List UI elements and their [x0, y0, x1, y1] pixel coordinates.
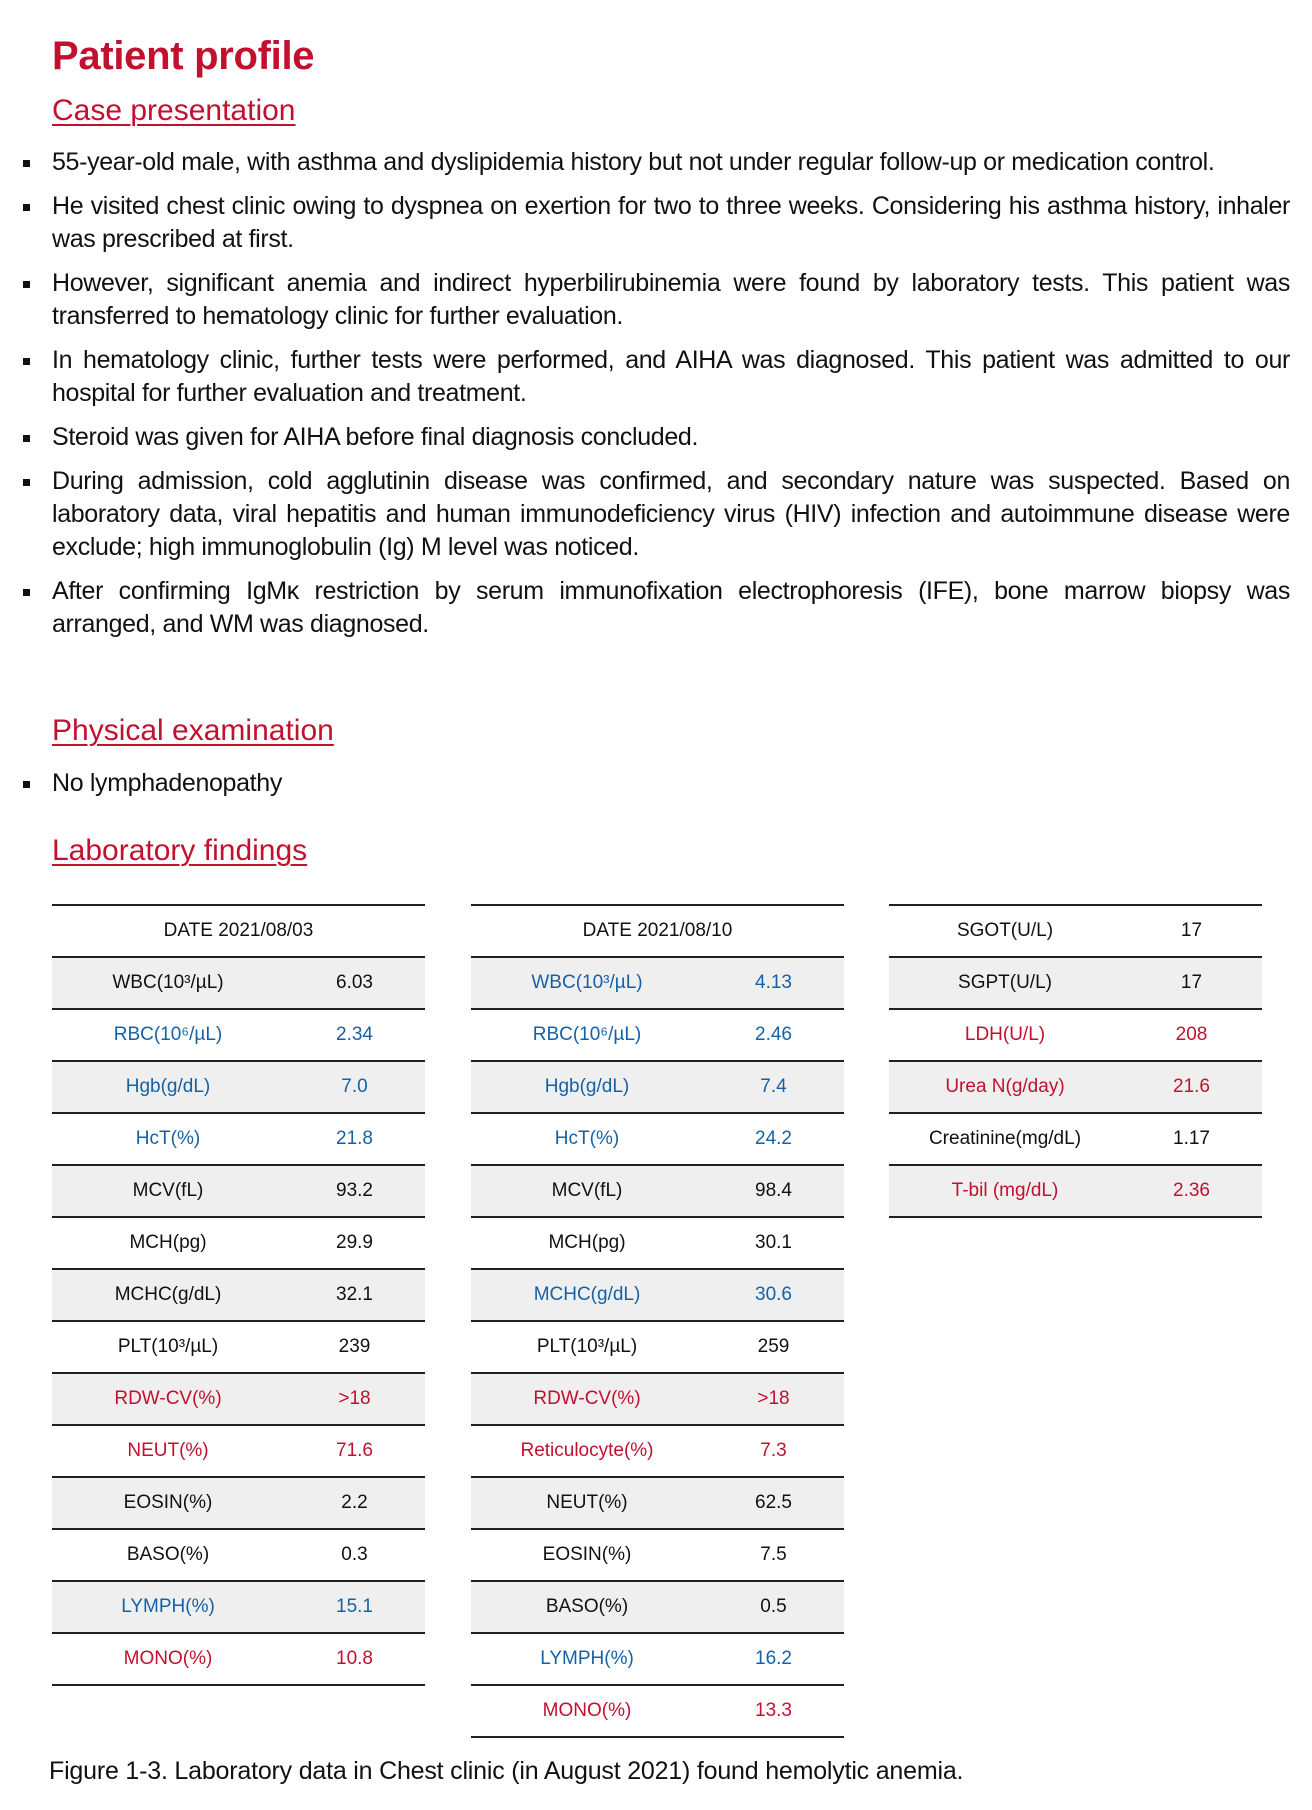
row-value: 239: [284, 1321, 425, 1373]
row-value: 16.2: [703, 1633, 844, 1685]
table-row: [52, 1633, 425, 1685]
table-row: [471, 1373, 844, 1425]
row-label: MCH(pg): [471, 1217, 703, 1269]
table-row: [471, 1477, 844, 1529]
row-value: 2.34: [284, 1009, 425, 1061]
list-item: No lymphadenopathy: [0, 767, 1290, 800]
row-label: RBC(10⁶/µL): [52, 1009, 284, 1061]
row-label: EOSIN(%): [52, 1477, 284, 1529]
row-value: >18: [284, 1373, 425, 1425]
lab-table-chemistry: [889, 904, 1262, 1218]
list-item: 55-year-old male, with asthma and dyslipidemia history but not under regular follow-up or medication control.: [0, 146, 1290, 179]
row-value: 4.13: [703, 957, 844, 1009]
table-row: [52, 1425, 425, 1477]
lab-table-2021-08-10: [471, 904, 844, 1738]
table-row: [52, 1321, 425, 1373]
row-label: WBC(10³/µL): [471, 957, 703, 1009]
row-label: MCV(fL): [52, 1165, 284, 1217]
table-row: [889, 1061, 1262, 1113]
row-value: 2.36: [1121, 1165, 1262, 1217]
table-row: [52, 1217, 425, 1269]
row-label: LYMPH(%): [52, 1581, 284, 1633]
row-value: 7.0: [284, 1061, 425, 1113]
row-label: Hgb(g/dL): [471, 1061, 703, 1113]
row-value: 15.1: [284, 1581, 425, 1633]
table-row: [889, 1165, 1262, 1217]
table-row: [471, 1529, 844, 1581]
row-value: 32.1: [284, 1269, 425, 1321]
square-bullet-icon: [23, 479, 30, 486]
square-bullet-icon: [23, 358, 30, 365]
table-row: [52, 957, 425, 1009]
square-bullet-icon: [23, 281, 30, 288]
row-value: 29.9: [284, 1217, 425, 1269]
physical-examination-heading: Physical examination: [52, 714, 334, 747]
table-row: [471, 1425, 844, 1477]
table-row: [471, 1685, 844, 1737]
table-date-header: DATE 2021/08/10: [471, 905, 844, 957]
figure-caption: Figure 1-3. Laboratory data in Chest clinic (in August 2021) found hemolytic anemia.: [49, 1757, 964, 1785]
row-value: 24.2: [703, 1113, 844, 1165]
table-row: [471, 1633, 844, 1685]
lab-table-2021-08-03: [52, 904, 425, 1686]
row-label: Creatinine(mg/dL): [889, 1113, 1121, 1165]
row-label: PLT(10³/µL): [471, 1321, 703, 1373]
table-row: [471, 1269, 844, 1321]
row-label: MCHC(g/dL): [471, 1269, 703, 1321]
row-label: LYMPH(%): [471, 1633, 703, 1685]
row-label: Reticulocyte(%): [471, 1425, 703, 1477]
table-header-row: [471, 905, 844, 957]
table-row: [471, 1165, 844, 1217]
row-label: MONO(%): [471, 1685, 703, 1737]
row-label: LDH(U/L): [889, 1009, 1121, 1061]
table-row: [52, 1165, 425, 1217]
row-label: PLT(10³/µL): [52, 1321, 284, 1373]
row-value: 21.8: [284, 1113, 425, 1165]
table-row: [52, 1373, 425, 1425]
row-label: RDW-CV(%): [52, 1373, 284, 1425]
row-label: MCHC(g/dL): [52, 1269, 284, 1321]
table-row: [52, 1269, 425, 1321]
row-label: SGOT(U/L): [889, 905, 1121, 957]
row-label: EOSIN(%): [471, 1529, 703, 1581]
table-header-row: [52, 905, 425, 957]
row-value: 208: [1121, 1009, 1262, 1061]
case-presentation-heading: Case presentation: [52, 94, 296, 127]
table-row: [471, 957, 844, 1009]
table-row: [471, 1581, 844, 1633]
row-label: HcT(%): [471, 1113, 703, 1165]
case-presentation-list: [0, 146, 1290, 652]
row-label: BASO(%): [52, 1529, 284, 1581]
row-label: SGPT(U/L): [889, 957, 1121, 1009]
row-value: 62.5: [703, 1477, 844, 1529]
square-bullet-icon: [23, 589, 30, 596]
table-date-header: DATE 2021/08/03: [52, 905, 425, 957]
row-value: 7.4: [703, 1061, 844, 1113]
row-value: 93.2: [284, 1165, 425, 1217]
table-row: [889, 957, 1262, 1009]
table-row: [471, 1009, 844, 1061]
row-value: 7.5: [703, 1529, 844, 1581]
table-row: [889, 1113, 1262, 1165]
list-item: Steroid was given for AIHA before final diagnosis concluded.: [0, 421, 1290, 454]
table-row: [52, 1529, 425, 1581]
physical-examination-list: [0, 767, 1290, 811]
row-value: 71.6: [284, 1425, 425, 1477]
row-value: 7.3: [703, 1425, 844, 1477]
row-label: Urea N(g/day): [889, 1061, 1121, 1113]
list-item: He visited chest clinic owing to dyspnea on exertion for two to three weeks. Considering his asthma history, inhaler was prescribed at first.: [0, 190, 1290, 256]
table-row: [52, 1009, 425, 1061]
table-row: [471, 1113, 844, 1165]
table-row: [471, 1061, 844, 1113]
list-item: However, significant anemia and indirect hyperbilirubinemia were found by laboratory tests. This patient was transferred to hematology clinic for further evaluation.: [0, 267, 1290, 333]
row-value: 98.4: [703, 1165, 844, 1217]
table-row: [471, 1217, 844, 1269]
row-label: MONO(%): [52, 1633, 284, 1685]
row-value: 17: [1121, 905, 1262, 957]
row-value: >18: [703, 1373, 844, 1425]
table-row: [52, 1113, 425, 1165]
table-row: [52, 1581, 425, 1633]
row-label: NEUT(%): [52, 1425, 284, 1477]
row-label: T-bil (mg/dL): [889, 1165, 1121, 1217]
table-row: [471, 1321, 844, 1373]
row-value: 10.8: [284, 1633, 425, 1685]
square-bullet-icon: [23, 435, 30, 442]
row-value: 13.3: [703, 1685, 844, 1737]
square-bullet-icon: [23, 204, 30, 211]
row-value: 30.1: [703, 1217, 844, 1269]
laboratory-findings-heading: Laboratory findings: [52, 834, 308, 867]
row-value: 6.03: [284, 957, 425, 1009]
row-label: MCV(fL): [471, 1165, 703, 1217]
row-label: MCH(pg): [52, 1217, 284, 1269]
row-value: 1.17: [1121, 1113, 1262, 1165]
row-label: NEUT(%): [471, 1477, 703, 1529]
table-row: [889, 1009, 1262, 1061]
square-bullet-icon: [23, 160, 30, 167]
square-bullet-icon: [23, 781, 30, 788]
row-value: 17: [1121, 957, 1262, 1009]
row-value: 259: [703, 1321, 844, 1373]
list-item: After confirming IgMκ restriction by serum immunofixation electrophoresis (IFE), bone marrow biopsy was arranged, and WM was diagnosed.: [0, 575, 1290, 641]
page-title: Patient profile: [52, 34, 315, 78]
list-item: In hematology clinic, further tests were performed, and AIHA was diagnosed. This patient was admitted to our hospital for further evaluation and treatment.: [0, 344, 1290, 410]
row-label: RDW-CV(%): [471, 1373, 703, 1425]
table-row: [52, 1061, 425, 1113]
table-row: [889, 905, 1262, 957]
row-value: 21.6: [1121, 1061, 1262, 1113]
row-label: RBC(10⁶/µL): [471, 1009, 703, 1061]
list-item: During admission, cold agglutinin disease was confirmed, and secondary nature was suspected. Based on laboratory data, viral hepatitis and human immunodeficiency virus (HIV) infection and autoimmune disease were exclude; high immunoglobulin (Ig) M level was noticed.: [0, 465, 1290, 564]
row-label: HcT(%): [52, 1113, 284, 1165]
row-label: WBC(10³/µL): [52, 957, 284, 1009]
row-value: 0.3: [284, 1529, 425, 1581]
row-value: 2.46: [703, 1009, 844, 1061]
table-row: [52, 1477, 425, 1529]
row-value: 30.6: [703, 1269, 844, 1321]
row-label: Hgb(g/dL): [52, 1061, 284, 1113]
row-value: 2.2: [284, 1477, 425, 1529]
row-label: BASO(%): [471, 1581, 703, 1633]
row-value: 0.5: [703, 1581, 844, 1633]
